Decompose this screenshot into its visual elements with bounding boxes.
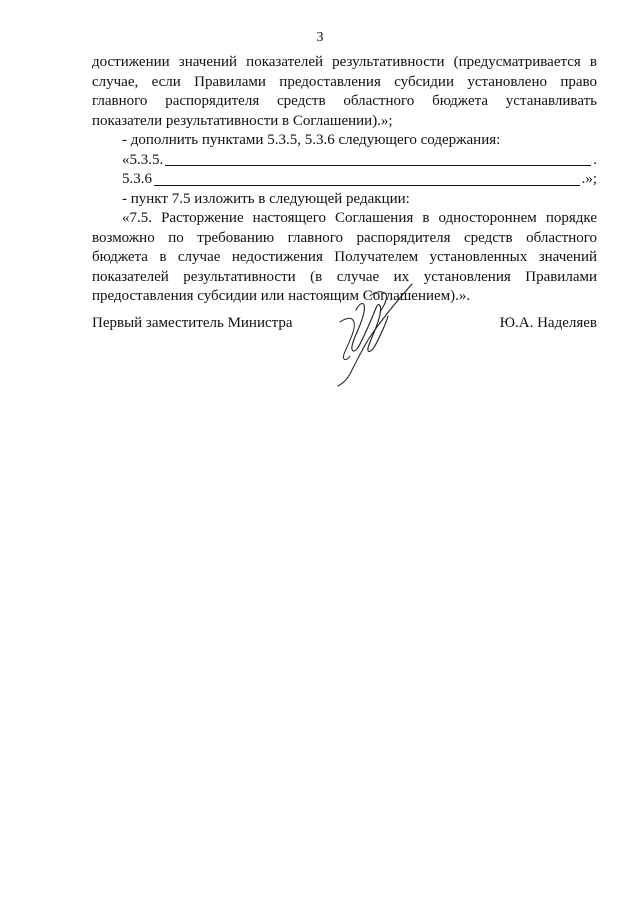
page-number: 3 [316, 30, 324, 45]
paragraph-continuation: достижении значений показателей результативности (предусматривается в случае, если Правилами предоставления субсидии установлено право главного распорядителя средств областного бюджета устанавливать показатели результативности в Соглашении).»; [92, 54, 597, 129]
paragraph-add-points: - дополнить пунктами 5.3.5, 5.3.6 следующего содержания: [122, 132, 501, 148]
signer-name: Ю.А. Наделяев [499, 315, 597, 331]
fill-line-5-3-5-end: . [593, 151, 597, 168]
fill-line-5-3-6-label: 5.3.6 [122, 171, 152, 187]
fill-line-5-3-5 [92, 151, 597, 171]
paragraph-point-7-5-text: «7.5. Расторжение настоящего Соглашения в одностороннем порядке возможно по требованию главного распорядителя средств областного бюджета в случае недостижения Получателем установленных значений показателей результативности (в случае их установления Правилами предоставления субсидии или настоящим Соглашением).». [92, 210, 597, 304]
paragraph-point-7-5-intro: - пункт 7.5 изложить в следующей редакции: [122, 190, 410, 207]
signer-title: Первый заместитель Министра [92, 315, 293, 331]
fill-line-5-3-6-end: .»; [581, 171, 597, 187]
blank-rule [154, 184, 580, 186]
document-body [92, 53, 597, 307]
handwritten-signature-icon [326, 282, 416, 387]
fill-line-5-3-6 [92, 170, 597, 190]
blank-rule [165, 164, 591, 166]
fill-line-5-3-5-label: «5.3.5. [122, 151, 164, 168]
